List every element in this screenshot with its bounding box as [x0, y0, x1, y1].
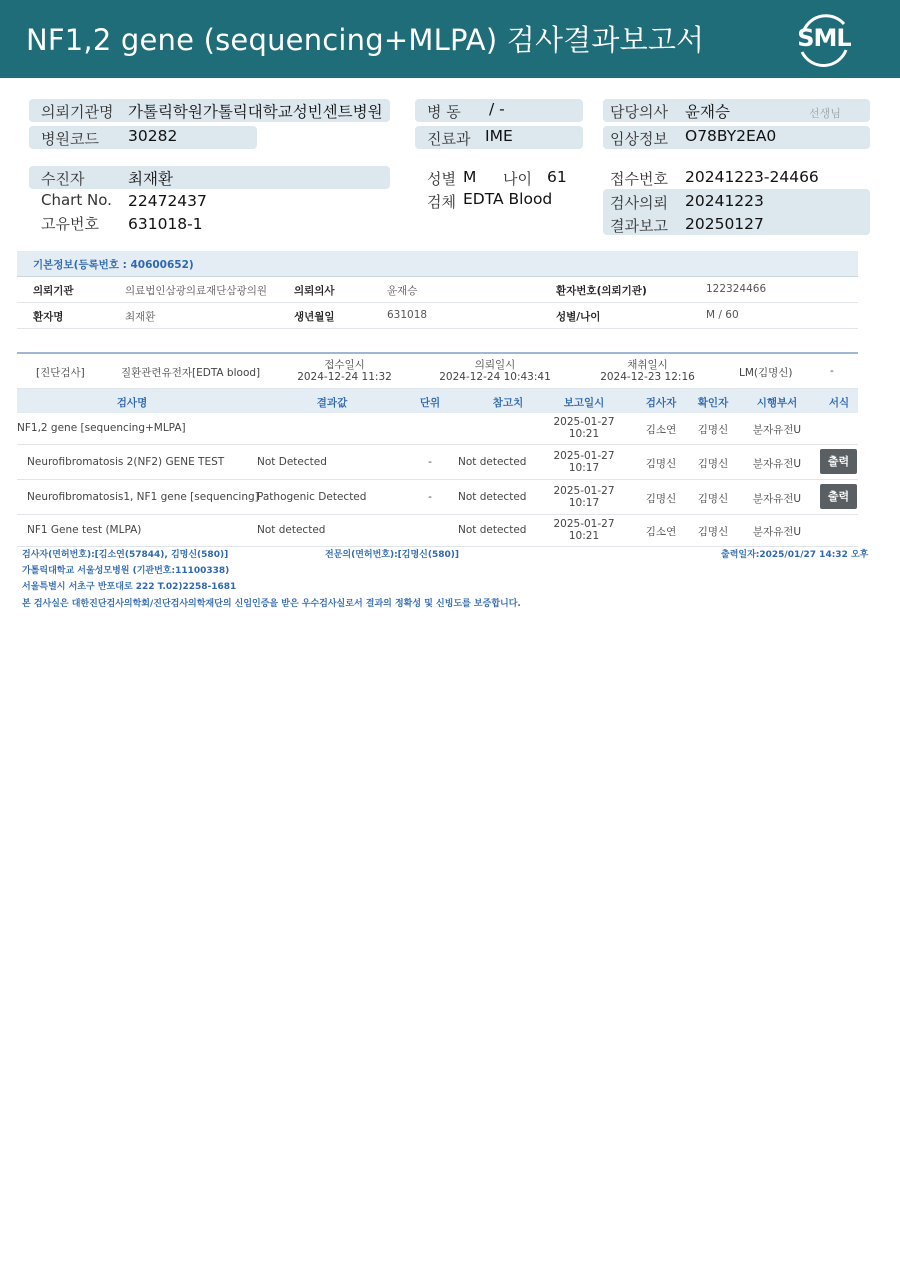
- age-label: 나이: [503, 170, 532, 188]
- col-label: 채취일시: [627, 359, 668, 371]
- test-ref: Not detected: [458, 524, 527, 536]
- diag-cell: [진단검사]: [36, 367, 85, 379]
- report-time: 10:17: [568, 462, 600, 474]
- test-unit: -: [428, 456, 432, 468]
- tester: 김명신: [645, 493, 677, 505]
- header-ref: 참고치: [492, 397, 524, 409]
- table-row: [17, 445, 858, 480]
- institution-value: 가톨릭학원가톨릭대학교성빈센트병원: [128, 103, 383, 121]
- ward-value: / -: [489, 100, 505, 118]
- table-row: [17, 515, 858, 547]
- info-cell: 의뢰기관: [33, 285, 74, 297]
- age-value: 61: [547, 168, 567, 186]
- clinical-label: 임상정보: [610, 130, 668, 148]
- header-name: 검사명: [116, 397, 148, 409]
- disease-cell: 질환관련유전자[EDTA blood]: [121, 367, 261, 379]
- footer-printed: 출력일자:2025/01/27 14:32 오후: [721, 550, 869, 560]
- name-label: 수진자: [41, 170, 85, 188]
- test-unit: -: [428, 491, 432, 503]
- test-name: Neurofibromatosis1, NF1 gene [sequencing]: [27, 491, 259, 503]
- report-date: 2025-01-27: [553, 518, 615, 530]
- header-result: 결과값: [316, 397, 348, 409]
- doctor-label: 담당의사: [610, 103, 668, 121]
- footer-specialist: 전문의(면허번호):[김명신(580)]: [325, 550, 460, 560]
- basic-info-table: [17, 251, 858, 329]
- clinical-value: O78BY2EA0: [685, 127, 777, 145]
- info-cell: 생년월일: [294, 311, 335, 323]
- report-time: 10:21: [568, 530, 600, 542]
- request-value: 20241223: [685, 192, 764, 210]
- doctor-suffix: 선생님: [809, 107, 841, 120]
- report-header: [0, 0, 900, 78]
- report-label: 결과보고: [610, 217, 668, 235]
- footer-testers: 검사자(면허번호):[김소연(57844), 김명신(580)]: [22, 550, 229, 560]
- info-cell: 의료법인삼광의료재단삼광의원: [125, 285, 268, 297]
- test-ref: Not detected: [458, 491, 527, 503]
- tester: 김소연: [645, 424, 677, 436]
- test-name: NF1 Gene test (MLPA): [27, 524, 142, 536]
- checker: 김명신: [697, 458, 729, 470]
- sex-label: 성별: [427, 170, 456, 188]
- col-value: 2024-12-23 12:16: [600, 371, 695, 383]
- recv-label: 접수일시: [324, 359, 365, 371]
- doctor-value: 윤재승: [685, 103, 730, 121]
- footer-note: 본 검사실은 대한진단검사의학회/진단검사의학재단의 신임인증을 받은 우수검사실로서 결과의 정확성 및 신빙도를 보증합니다.: [22, 599, 521, 609]
- lm-cell: LM(김명신): [739, 367, 793, 379]
- test-ref: Not detected: [458, 456, 527, 468]
- dept: 분자유전U: [752, 458, 802, 470]
- test-result: Not Detected: [257, 456, 327, 468]
- results-table: [17, 352, 858, 547]
- basic-info-header: [17, 251, 858, 277]
- table-row: [17, 480, 858, 515]
- uid-value: 631018-1: [128, 215, 203, 233]
- header-checker: 확인자: [697, 397, 729, 409]
- basic-info-title: 기본정보(등록번호 : 40600652): [33, 259, 194, 271]
- report-time: 10:21: [568, 428, 600, 440]
- sml-logo: [794, 10, 854, 68]
- sex-value: M: [463, 168, 477, 186]
- info-cell: 환자명: [33, 311, 64, 323]
- institution-label: 의뢰기관명: [41, 103, 114, 121]
- info-cell: 성별/나이: [556, 311, 601, 323]
- dept: 분자유전U: [752, 493, 802, 505]
- test-name: Neurofibromatosis 2(NF2) GENE TEST: [27, 456, 225, 468]
- tester: 김명신: [645, 458, 677, 470]
- tester: 김소연: [645, 526, 677, 538]
- test-name: NF1,2 gene [sequencing+MLPA]: [17, 422, 186, 434]
- header-form: 서식: [828, 397, 850, 409]
- request-label: 검사의뢰: [610, 194, 668, 212]
- footer-address: 서울특별시 서초구 반포대로 222 T.02)2258-1681: [22, 582, 237, 592]
- print-button[interactable]: 출력: [820, 449, 857, 474]
- table-row: [17, 413, 858, 445]
- checker: 김명신: [697, 424, 729, 436]
- code-value: 30282: [128, 127, 178, 145]
- info-cell: 122324466: [706, 283, 767, 295]
- info-cell: 최재환: [125, 311, 156, 323]
- test-result: Not detected: [257, 524, 326, 536]
- info-cell: 윤재승: [387, 285, 418, 297]
- chart-label: Chart No.: [41, 191, 112, 209]
- recv-value: 2024-12-24 11:32: [297, 371, 392, 383]
- code-label: 병원코드: [41, 130, 99, 148]
- report-value: 20250127: [685, 215, 764, 233]
- chart-value: 22472437: [128, 192, 207, 210]
- logo-text: SML: [797, 24, 851, 52]
- dept: 분자유전U: [752, 424, 802, 436]
- report-date: 2025-01-27: [553, 485, 615, 497]
- name-value: 최재환: [128, 170, 173, 188]
- checker: 김명신: [697, 526, 729, 538]
- test-result: Pathogenic Detected: [257, 491, 367, 503]
- info-cell: M / 60: [706, 309, 739, 321]
- req-value: 2024-12-24 10:43:41: [439, 371, 551, 383]
- specimen-label: 검체: [427, 193, 456, 211]
- header-date: 보고일시: [563, 397, 605, 409]
- report-time: 10:17: [568, 497, 600, 509]
- info-cell: 환자번호(의뢰기관): [556, 285, 647, 297]
- results-header-row: [17, 389, 858, 413]
- report-title: NF1,2 gene (sequencing+MLPA) 검사결과보고서: [26, 23, 705, 57]
- receipt-value: 20241223-24466: [685, 168, 819, 186]
- info-cell: 631018: [387, 309, 428, 321]
- dept-value: IME: [485, 127, 513, 145]
- report-date: 2025-01-27: [553, 416, 615, 428]
- header-dept: 시행부서: [756, 397, 798, 409]
- checker: 김명신: [697, 493, 729, 505]
- receipt-label: 접수번호: [610, 170, 668, 188]
- specimen-value: EDTA Blood: [463, 190, 553, 208]
- uid-label: 고유번호: [41, 215, 99, 233]
- results-summary-row: [17, 354, 858, 389]
- dept-label: 진료과: [427, 130, 471, 148]
- table-row: [17, 303, 858, 329]
- info-cell: 의뢰의사: [294, 285, 335, 297]
- dept: 분자유전U: [752, 526, 802, 538]
- print-button[interactable]: 출력: [820, 484, 857, 509]
- dash-cell: -: [830, 365, 834, 377]
- ward-label: 병 동: [427, 103, 461, 121]
- table-row: [17, 277, 858, 303]
- footer-hospital: 가톨릭대학교 서울성모병원 (기관번호:11100338): [22, 566, 230, 576]
- report-date: 2025-01-27: [553, 450, 615, 462]
- req-label: 의뢰일시: [474, 359, 516, 371]
- header-unit: 단위: [419, 397, 441, 409]
- header-tester: 검사자: [645, 397, 677, 409]
